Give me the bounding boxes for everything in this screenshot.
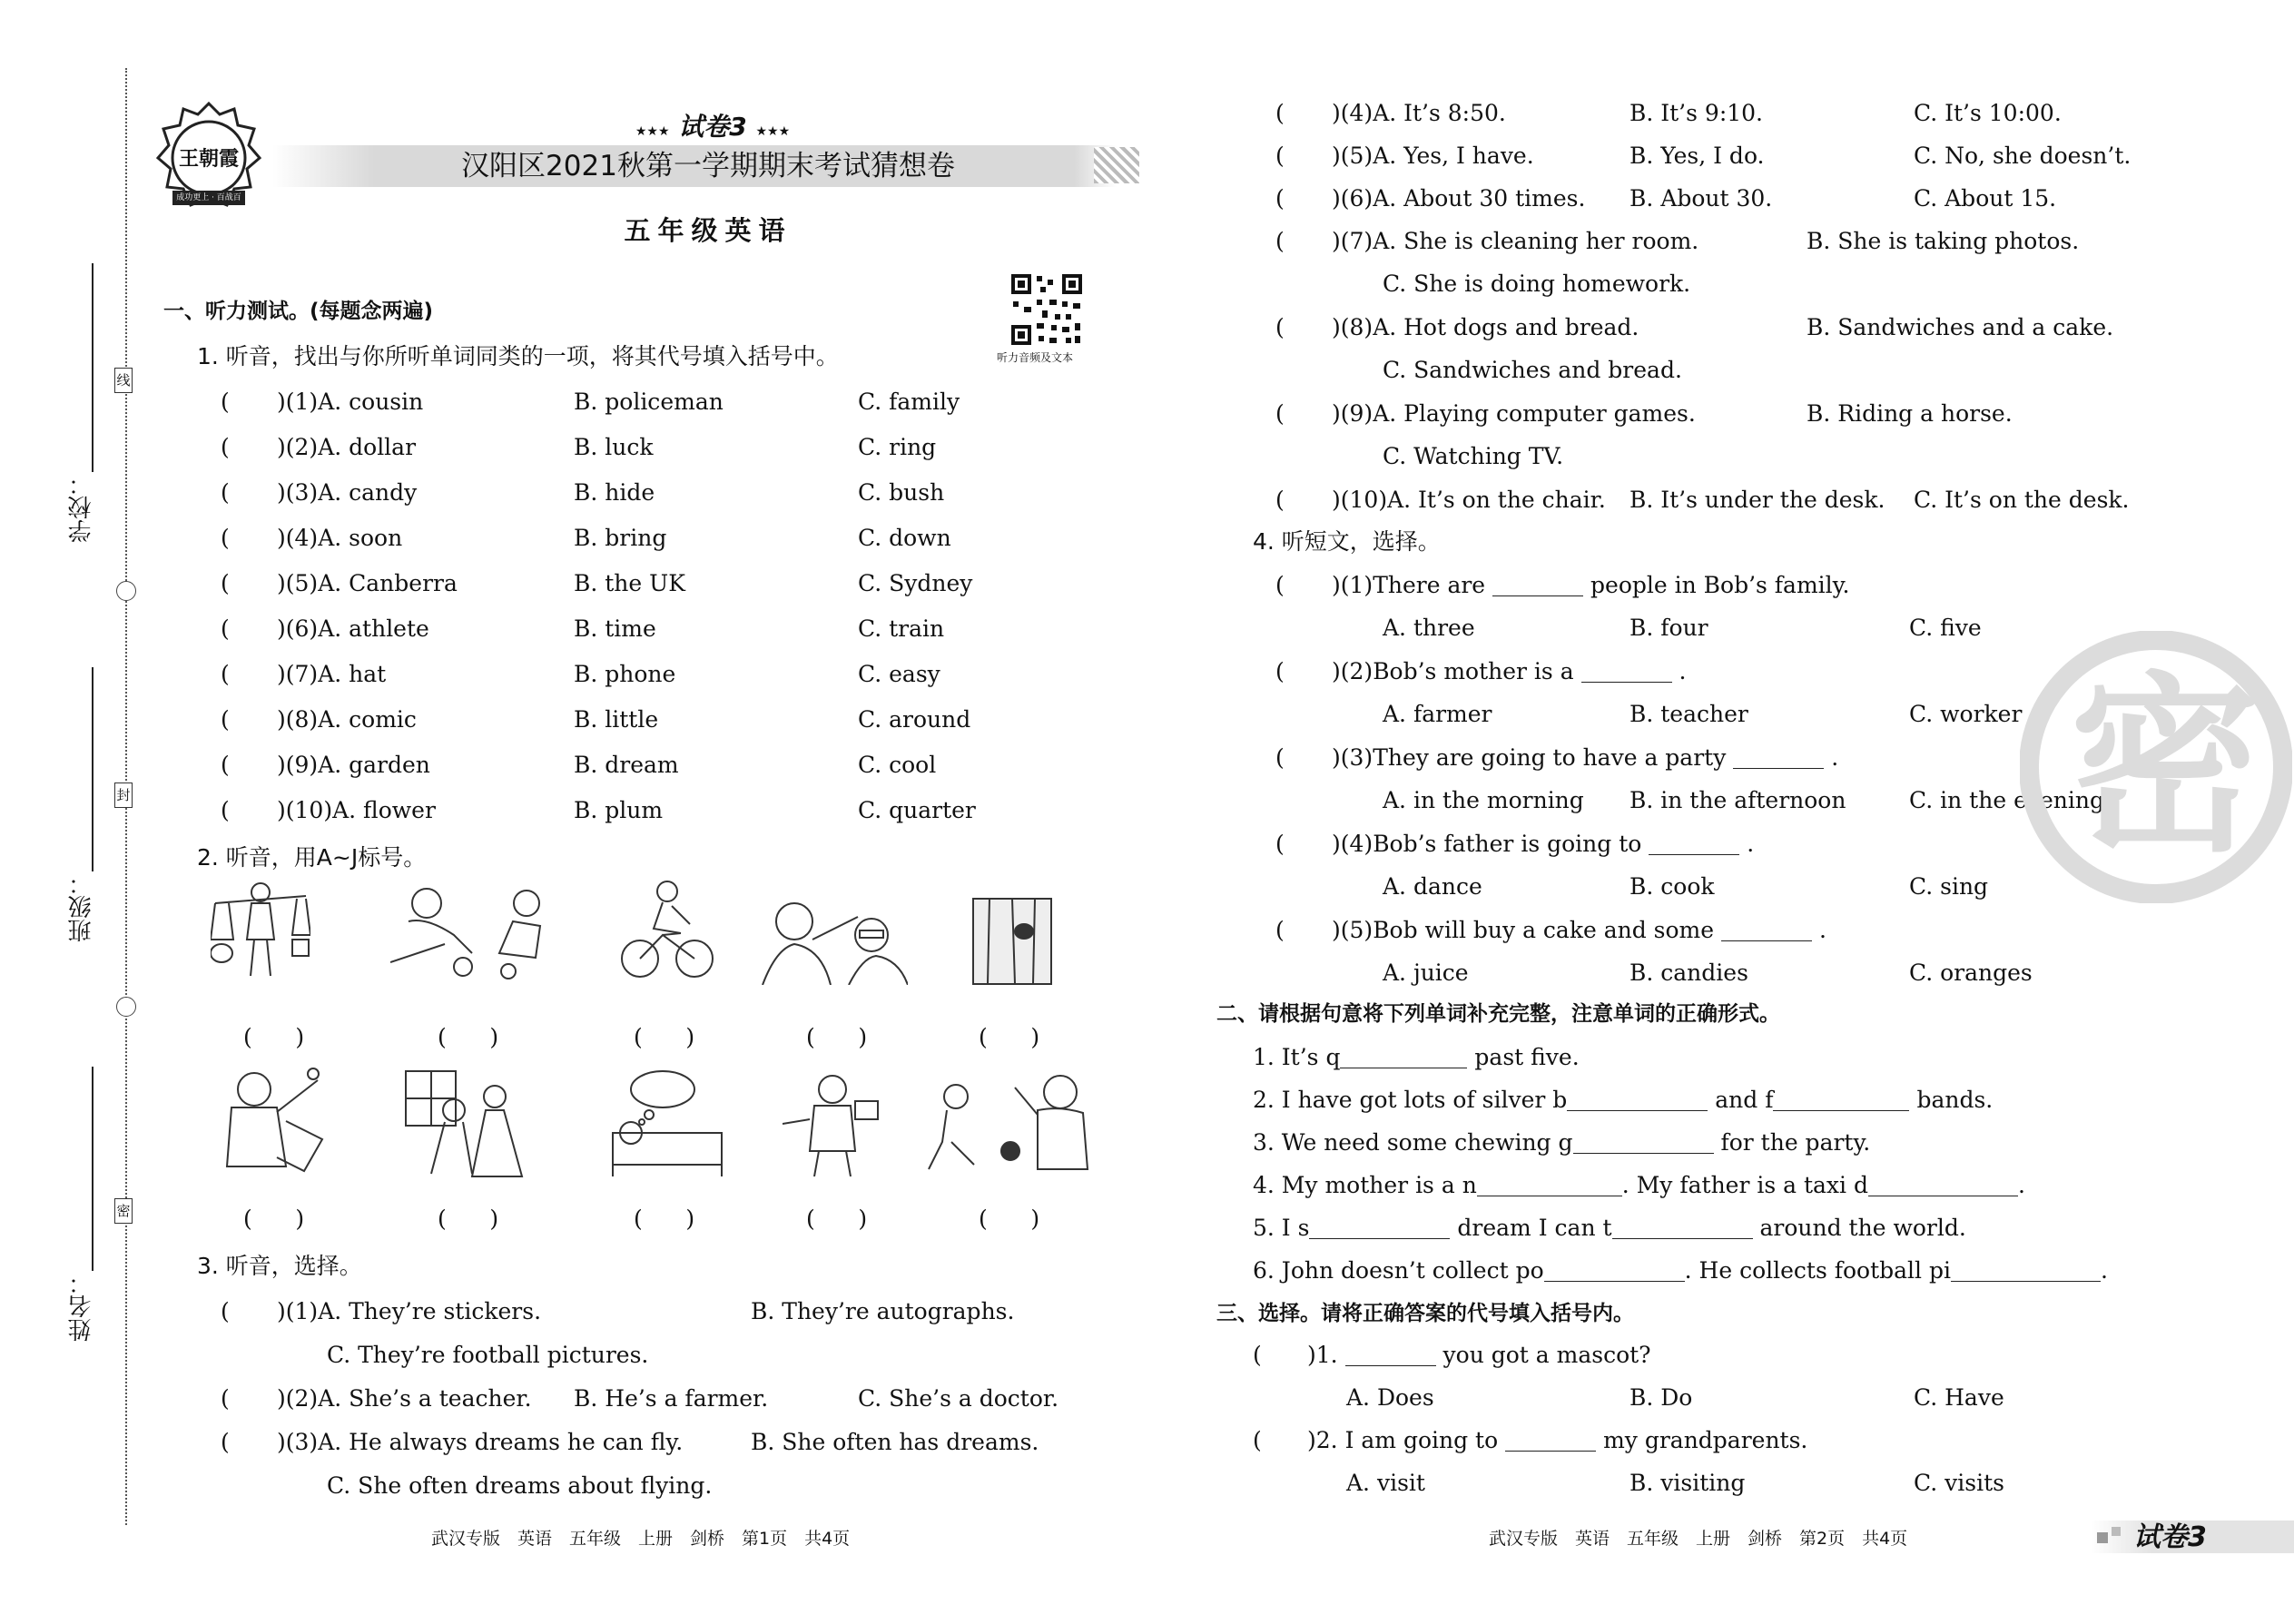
answer-paren-open[interactable]: ( (1275, 831, 1285, 857)
option-c: C. No, she doesn’t. (1914, 143, 2132, 169)
part1-heading: 一、听力测试。(每题念两遍) (163, 300, 434, 323)
answer-paren-open[interactable]: ( (221, 525, 230, 551)
part3-item (1307, 1342, 1651, 1369)
answer-paren-open[interactable]: ( (221, 479, 230, 506)
item-number: (10) (1340, 487, 1388, 513)
sentence-fragment: 2. I have got lots of silver b (1253, 1087, 1568, 1113)
picture-carrier-with-baskets (211, 876, 310, 980)
picture-answer-paren[interactable]: ( ) (806, 1206, 868, 1232)
option-a: A. It’s 8:50. (1373, 100, 1506, 126)
option-a: A. Playing computer games. (1373, 400, 1696, 427)
q3-item: )(6)A. About 30 times. (1332, 185, 1586, 212)
option-a: A. Canberra (318, 570, 458, 596)
option-b: B. time (574, 615, 656, 642)
series-label (604, 107, 822, 143)
answer-paren-open[interactable]: ( (221, 434, 230, 460)
q3-instruction: 3. 听音，选择。 (197, 1253, 362, 1279)
sentence-fragment: 3. We need some chewing g (1253, 1129, 1573, 1156)
picture-answer-paren[interactable]: ( ) (979, 1206, 1040, 1232)
part3-item (1307, 1427, 1807, 1454)
fill-blank[interactable] (1477, 1174, 1622, 1196)
part2-item (1253, 1129, 1870, 1156)
seal-mark-seal: 封 (114, 782, 133, 808)
option-a: A. athlete (318, 615, 429, 642)
item-number: (5) (1340, 917, 1373, 943)
fill-blank[interactable] (1340, 1046, 1467, 1068)
answer-paren-open[interactable]: ( (221, 1429, 230, 1455)
fill-blank[interactable] (1345, 1343, 1436, 1366)
answer-paren-open[interactable]: ( (221, 661, 230, 687)
item-number: (6) (1340, 185, 1373, 212)
fill-blank[interactable] (1581, 660, 1672, 683)
sentence-fragment: around the world. (1759, 1215, 1966, 1241)
q3-item: )(9)A. Playing computer games. (1332, 400, 1696, 427)
item-number: (2) (285, 1385, 319, 1412)
item-number: (1) (285, 389, 319, 415)
picture-boy-dreaming-in-bed (595, 1069, 726, 1176)
q1-item: )(9)A. garden (277, 752, 430, 778)
item-number: (3) (285, 479, 319, 506)
option-c: C. quarter (858, 797, 976, 823)
option-c: C. cool (858, 752, 937, 778)
sentence-fragment: 4. My mother is a n (1253, 1172, 1477, 1198)
option-b: B. the UK (574, 570, 685, 596)
answer-paren-open[interactable]: ( (1275, 572, 1285, 598)
option-b: B. It’s under the desk. (1629, 487, 1885, 513)
sentence-fragment: bands. (1916, 1087, 1994, 1113)
item-number: (3) (1340, 744, 1373, 771)
sentence-fragment: past five. (1474, 1044, 1580, 1070)
stem-text: . (1818, 917, 1826, 943)
q1-item: )(7)A. hat (277, 661, 387, 687)
answer-paren-open[interactable]: ( (1275, 917, 1285, 943)
series-label-text: 试卷3 (678, 112, 747, 142)
q4-item: )(3)They are going to have a party . (1332, 744, 1839, 771)
option-b: B. in the afternoon (1629, 787, 1846, 813)
answer-paren-open[interactable]: ( (221, 570, 230, 596)
sentence-fragment: for the party. (1720, 1129, 1871, 1156)
option-c: C. ring (858, 434, 937, 460)
qr-code-icon[interactable] (1009, 272, 1084, 347)
sentence-fragment: 5. I s (1253, 1215, 1310, 1241)
q1-item: )(6)A. athlete (277, 615, 429, 642)
answer-paren-open[interactable]: ( (221, 389, 230, 415)
q4-item: )(2)Bob’s mother is a . (1332, 658, 1687, 684)
q3-item: )(2)A. She’s a teacher. (277, 1385, 532, 1412)
class-label: 班级： (68, 871, 95, 942)
option-b: B. bring (574, 525, 667, 551)
part2-item (1253, 1044, 1580, 1071)
q3-item: )(7)A. She is cleaning her room. (1332, 228, 1699, 254)
q1-instruction: 1. 听音，找出与你所听单词同类的一项，将其代号填入括号中。 (197, 343, 839, 369)
option-b: B. hide (574, 479, 655, 506)
fill-blank[interactable] (1567, 1088, 1708, 1111)
option-c: C. She is doing homework. (1383, 271, 1691, 297)
picture-tree-bark-hole (971, 897, 1053, 986)
option-c: C. easy (858, 661, 940, 687)
fill-blank[interactable] (1721, 919, 1812, 941)
stem-text: Bob’s mother is a (1373, 658, 1574, 684)
name-field-line[interactable] (92, 1067, 94, 1271)
sentence-fragment: . (2017, 1172, 2025, 1198)
answer-paren-open[interactable]: ( (1275, 100, 1285, 126)
footer-square-icon (2097, 1532, 2108, 1543)
option-b: B. plum (574, 797, 664, 823)
fill-blank[interactable] (1309, 1216, 1450, 1239)
answer-paren-open[interactable]: ( (221, 615, 230, 642)
option-a: A. He always dreams he can fly. (318, 1429, 684, 1455)
sentence-fragment: 1. It’s q (1253, 1044, 1341, 1070)
option-a: A. cousin (318, 389, 424, 415)
option-a: A. visit (1346, 1470, 1425, 1496)
option-b: B. It’s 9:10. (1629, 100, 1763, 126)
fill-blank[interactable] (1612, 1216, 1753, 1239)
option-a: A. They’re stickers. (318, 1298, 542, 1324)
q3-item: )(3)A. He always dreams he can fly. (277, 1429, 684, 1455)
option-a: A. She’s a teacher. (318, 1385, 532, 1412)
item-number: (8) (1340, 314, 1373, 340)
option-a: A. dollar (318, 434, 417, 460)
option-a: A. soon (318, 525, 403, 551)
answer-paren-open[interactable]: ( (1275, 487, 1285, 513)
q3-item: )(8)A. Hot dogs and bread. (1332, 314, 1639, 340)
option-c: C. sing (1909, 873, 1989, 900)
stem-text: Bob’s father is going to (1373, 831, 1642, 857)
picture-boys-playing-football (924, 1069, 1097, 1174)
stem-text: . (1747, 831, 1755, 857)
option-b: B. luck (574, 434, 654, 460)
exam-title: 汉阳区2021秋第一学期期末考试猜想卷 (461, 150, 955, 182)
watermark-char: 密 (2069, 655, 2260, 878)
answer-paren-open[interactable]: ( (1275, 228, 1285, 254)
picture-answer-paren[interactable]: ( ) (438, 1206, 499, 1232)
option-a: A. garden (318, 752, 430, 778)
option-a: A. in the morning (1383, 787, 1584, 813)
picture-answer-paren[interactable]: ( ) (243, 1024, 305, 1050)
fill-blank[interactable] (1492, 574, 1583, 596)
option-b: B. Do (1629, 1384, 1693, 1411)
option-b: B. policeman (574, 389, 724, 415)
seal-mark-line: 线 (114, 368, 133, 393)
option-c: C. Watching TV. (1383, 443, 1564, 469)
item-number: (9) (1340, 400, 1373, 427)
answer-paren-open[interactable]: ( (1275, 400, 1285, 427)
part2-item (1253, 1215, 1966, 1242)
part2-item (1253, 1087, 1993, 1114)
option-a: A. juice (1383, 960, 1469, 986)
item-number: (2) (285, 434, 319, 460)
option-b: B. four (1629, 615, 1708, 641)
option-a: A. Hot dogs and bread. (1373, 314, 1639, 340)
q4-item: )(1)There are people in Bob’s family. (1332, 572, 1850, 598)
exam-subtitle: 五年级英语 (624, 215, 793, 246)
option-c: C. Sydney (858, 570, 973, 596)
sentence-fragment: . He collects football pi (1684, 1257, 1951, 1284)
option-c: C. in the evening (1909, 787, 2104, 813)
option-b: B. Yes, I do. (1629, 143, 1765, 169)
option-c: C. around (858, 706, 971, 733)
q1-item: )(8)A. comic (277, 706, 417, 733)
option-c: C. train (858, 615, 945, 642)
stem-text: you got a mascot? (1442, 1342, 1651, 1368)
option-b: B. He’s a farmer. (574, 1385, 769, 1412)
sentence-fragment: 6. John doesn’t collect po (1253, 1257, 1544, 1284)
stem-text: I am going to (1344, 1427, 1499, 1453)
item-number: (7) (285, 661, 319, 687)
fill-blank[interactable] (1951, 1259, 2101, 1282)
stem-text: my grandparents. (1603, 1427, 1808, 1453)
option-a: A. hat (318, 661, 387, 687)
sentence-fragment: . (2101, 1257, 2108, 1284)
picture-people-pointing (758, 894, 908, 985)
watermark-seal (2020, 631, 2292, 903)
stem-text: . (1831, 744, 1839, 771)
answer-paren-open[interactable]: ( (1275, 658, 1285, 684)
q3-item: )(10)A. It’s on the chair. (1332, 487, 1606, 513)
option-b: B. little (574, 706, 659, 733)
banner-pattern (1094, 147, 1139, 183)
q1-item: )(10)A. flower (277, 797, 436, 823)
option-c: C. visits (1914, 1470, 2004, 1496)
item-number: (4) (1340, 100, 1373, 126)
q2-instruction: 2. 听音，用A~J标号。 (197, 844, 427, 871)
item-number: )1. (1307, 1342, 1338, 1368)
option-a: A. Does (1346, 1384, 1434, 1411)
fill-blank[interactable] (1573, 1131, 1714, 1154)
option-a: A. candy (318, 479, 418, 506)
part2-heading: 二、请根据句意将下列单词补充完整，注意单词的正确形式。 (1216, 1002, 1780, 1026)
school-label: 学校： (68, 472, 95, 543)
sentence-fragment: and f (1715, 1087, 1774, 1113)
q3-item: )(1)A. They’re stickers. (277, 1298, 542, 1324)
fill-blank[interactable] (1544, 1259, 1685, 1282)
option-a: A. It’s on the chair. (1387, 487, 1606, 513)
stem-text: There are (1373, 572, 1486, 598)
picture-answer-paren[interactable]: ( ) (979, 1024, 1040, 1050)
option-b: B. dream (574, 752, 679, 778)
q1-item: )(3)A. candy (277, 479, 418, 506)
option-c: C. It’s on the desk. (1914, 487, 2130, 513)
option-b: B. visiting (1629, 1470, 1746, 1496)
picture-dancers-by-window (404, 1069, 527, 1178)
item-number: (9) (285, 752, 319, 778)
sentence-fragment: . My father is a taxi d (1621, 1172, 1868, 1198)
q4-item: )(5)Bob will buy a cake and some . (1332, 917, 1826, 943)
option-b: B. She often has dreams. (751, 1429, 1039, 1455)
q1-item: )(2)A. dollar (277, 434, 417, 460)
answer-paren-open[interactable]: ( (221, 797, 230, 823)
picture-clown-juggling (213, 1067, 331, 1176)
option-c: C. It’s 10:00. (1914, 100, 2062, 126)
binding-hole-icon (116, 997, 136, 1017)
option-a: A. Yes, I have. (1373, 143, 1534, 169)
picture-answer-paren[interactable]: ( ) (634, 1206, 695, 1232)
q1-item: )(5)A. Canberra (277, 570, 458, 596)
option-b: B. She is taking photos. (1807, 228, 2080, 254)
option-c: C. About 15. (1914, 185, 2057, 212)
answer-paren-open[interactable]: ( (1275, 744, 1285, 771)
option-a: A. three (1383, 615, 1475, 641)
option-b: B. phone (574, 661, 676, 687)
option-a: A. farmer (1383, 701, 1492, 727)
picture-boy-on-bicycle (617, 879, 717, 983)
item-number: (4) (1340, 831, 1373, 857)
item-number: (10) (285, 797, 333, 823)
item-number: (1) (1340, 572, 1373, 598)
answer-paren-open[interactable]: ( (221, 752, 230, 778)
fill-blank[interactable] (1649, 832, 1739, 855)
stem-text: people in Bob’s family. (1590, 572, 1850, 598)
option-b: B. candies (1629, 960, 1748, 986)
item-number: (4) (285, 525, 319, 551)
q1-item: )(1)A. cousin (277, 389, 424, 415)
qr-caption: 听力音频及文本 (997, 351, 1074, 364)
fill-blank[interactable] (1868, 1174, 2018, 1196)
footer-left: 武汉专版 英语 五年级 上册 剑桥 第1页 共4页 (431, 1529, 851, 1549)
item-number: (3) (285, 1429, 319, 1455)
option-c: C. down (858, 525, 951, 551)
star-icon: ★★★ (755, 124, 791, 139)
q3-item: )(4)A. It’s 8:50. (1332, 100, 1506, 126)
option-c: C. She often dreams about flying. (327, 1472, 713, 1499)
item-number: (5) (285, 570, 319, 596)
fill-blank[interactable] (1505, 1429, 1596, 1452)
option-a: A. About 30 times. (1373, 185, 1586, 212)
answer-paren-open[interactable]: ( (1253, 1342, 1262, 1368)
picture-man-with-pot (783, 1069, 882, 1176)
name-label: 姓名： (68, 1271, 95, 1342)
school-field-line[interactable] (92, 263, 94, 472)
footer-tag: 试卷3 (2133, 1521, 2207, 1553)
option-b: B. cook (1629, 873, 1715, 900)
fill-blank[interactable] (1773, 1088, 1909, 1111)
option-a: A. dance (1383, 873, 1482, 900)
option-c: C. They’re football pictures. (327, 1342, 649, 1368)
answer-paren-open[interactable]: ( (1253, 1427, 1262, 1453)
option-c: C. worker (1909, 701, 2023, 727)
option-c: C. family (858, 389, 960, 415)
option-b: B. Riding a horse. (1807, 400, 2013, 427)
option-b: B. About 30. (1629, 185, 1773, 212)
item-number: (1) (285, 1298, 319, 1324)
seal-mark-secret: 密 (114, 1198, 133, 1224)
item-number: )2. (1307, 1427, 1338, 1453)
q4-item: )(4)Bob’s father is going to . (1332, 831, 1755, 857)
answer-paren-open[interactable]: ( (1275, 314, 1285, 340)
item-number: (2) (1340, 658, 1373, 684)
logo-sub: 成功更上 · 百战百胜 (176, 193, 241, 217)
option-c: C. Sandwiches and bread. (1383, 357, 1682, 383)
answer-paren-open[interactable]: ( (221, 1298, 230, 1324)
q1-item: )(4)A. soon (277, 525, 403, 551)
footer-square-icon (2112, 1527, 2121, 1536)
sentence-fragment: dream I can t (1457, 1215, 1612, 1241)
option-b: B. They’re autographs. (751, 1298, 1015, 1324)
item-number: (6) (285, 615, 319, 642)
answer-paren-open[interactable]: ( (221, 706, 230, 733)
picture-answer-paren[interactable]: ( ) (634, 1024, 695, 1050)
option-a: A. flower (332, 797, 436, 823)
option-a: A. She is cleaning her room. (1373, 228, 1699, 254)
picture-answer-paren[interactable]: ( ) (438, 1024, 499, 1050)
class-field-line[interactable] (92, 667, 94, 871)
logo-text: 王朝霞 (178, 148, 239, 171)
picture-answer-paren[interactable]: ( ) (243, 1206, 305, 1232)
option-b: B. Sandwiches and a cake. (1807, 314, 2114, 340)
option-a: A. comic (318, 706, 417, 733)
option-c: C. bush (858, 479, 945, 506)
option-c: C. oranges (1909, 960, 2033, 986)
fill-blank[interactable] (1733, 746, 1824, 769)
answer-paren-open[interactable]: ( (1275, 143, 1285, 169)
publisher-logo (154, 100, 263, 218)
part2-item (1253, 1257, 2108, 1284)
option-c: C. five (1909, 615, 1982, 641)
stem-text: They are going to have a party (1373, 744, 1727, 771)
item-number: (5) (1340, 143, 1373, 169)
footer-right: 武汉专版 英语 五年级 上册 剑桥 第2页 共4页 (1489, 1529, 1908, 1549)
stem-text: . (1679, 658, 1687, 684)
picture-answer-paren[interactable]: ( ) (806, 1024, 868, 1050)
option-c: C. She’s a doctor. (858, 1385, 1059, 1412)
option-b: B. teacher (1629, 701, 1748, 727)
stem-text: Bob will buy a cake and some (1373, 917, 1715, 943)
part3-heading: 三、选择。请将正确答案的代号填入括号内。 (1216, 1302, 1634, 1325)
answer-paren-open[interactable]: ( (221, 1385, 230, 1412)
part2-item (1253, 1172, 2025, 1199)
picture-children-on-scooter (390, 881, 558, 980)
item-number: (7) (1340, 228, 1373, 254)
star-icon: ★★★ (635, 124, 670, 139)
item-number: (8) (285, 706, 319, 733)
q3-item: )(5)A. Yes, I have. (1332, 143, 1534, 169)
binding-hole-icon (116, 581, 136, 601)
answer-paren-open[interactable]: ( (1275, 185, 1285, 212)
option-c: C. Have (1914, 1384, 2004, 1411)
q4-instruction: 4. 听短文，选择。 (1253, 528, 1441, 555)
